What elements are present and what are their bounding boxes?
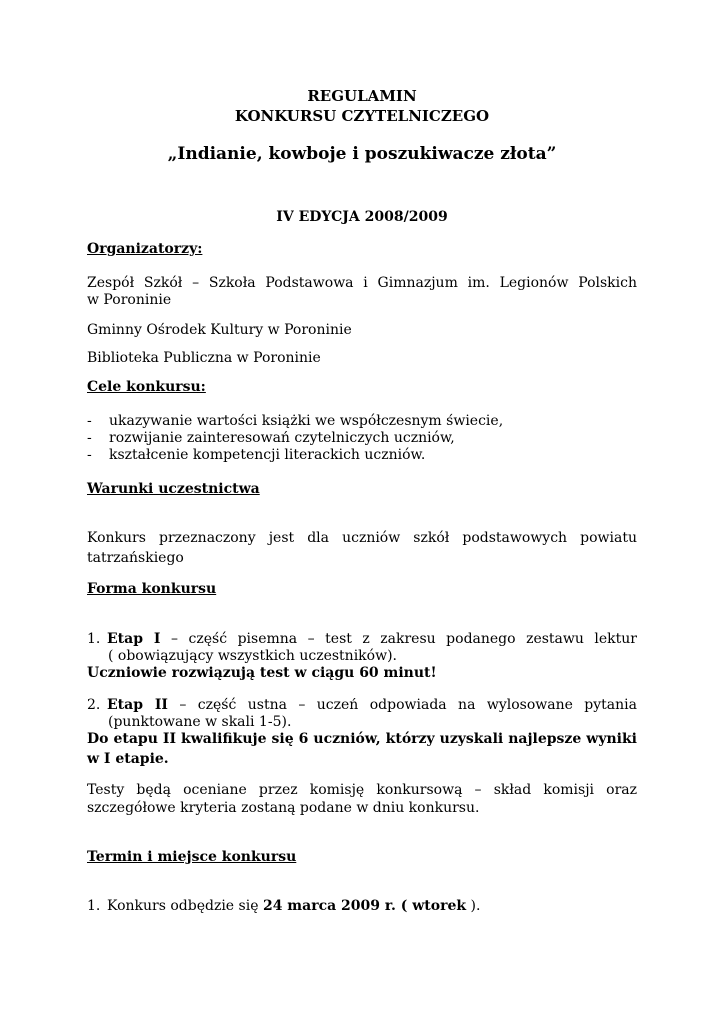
- goal-item: [87, 430, 637, 447]
- goal-item-text: kształcenie kompetencji literackich uczniów.: [109, 447, 426, 463]
- stage-1-note: Uczniowie rozwiązują test w ciągu 60 minut!: [87, 665, 437, 681]
- stage-1-line1: [87, 631, 637, 648]
- stage-1-line2: ( obowiązujący wszystkich uczestników).: [108, 648, 397, 664]
- organizer-1-line1: Zespół Szkół – Szkoła Podstawowa i Gimnazjum im. Legionów Polskich: [87, 275, 637, 291]
- document-title: REGULAMIN: [307, 87, 417, 105]
- goals-heading: Cele konkursu:: [87, 379, 206, 395]
- conditions-text-line2: tatrzańskiego: [87, 550, 184, 566]
- organizer-3: Biblioteka Publiczna w Poroninie: [87, 350, 321, 366]
- stage-2-line1: [87, 697, 637, 714]
- stage-2-note-line1: Do etapu II kwalifikuje się 6 uczniów, którzy uzyskali najlepsze wyniki: [87, 731, 637, 747]
- edition-label: IV EDYCJA 2008/2009: [276, 209, 448, 225]
- bullet: -: [87, 447, 92, 463]
- term-item-prefix: Konkurs odbędzie się: [107, 898, 263, 914]
- list-number: 1.: [87, 898, 101, 914]
- bullet: -: [87, 413, 92, 429]
- tests-line2: szczegółowe kryteria zostaną podane w dniu konkursu.: [87, 800, 480, 816]
- document-title-line2: KONKURSU CZYTELNICZEGO: [234, 107, 490, 125]
- list-number: 1.: [87, 631, 101, 647]
- goal-item: [87, 413, 637, 430]
- goal-item-text: ukazywanie wartości książki we współczesnym świecie,: [109, 413, 504, 429]
- stage-2-text: – część ustna – uczeń odpowiada na wylosowane pytania: [167, 697, 637, 713]
- list-number: 2.: [87, 697, 101, 713]
- goal-item: [87, 447, 637, 464]
- conditions-heading: Warunki uczestnictwa: [87, 481, 260, 497]
- form-heading: Forma konkursu: [87, 581, 217, 597]
- stage-1-text: – część pisemna – test z zakresu podanego zestawu lektur: [160, 631, 638, 647]
- contest-date: 24 marca 2009 r. ( wtorek: [262, 898, 467, 914]
- stage-2-line2: (punktowane w skali 1-5).: [108, 714, 292, 730]
- goal-item-text: rozwijanie zainteresowań czytelniczych uczniów,: [109, 430, 455, 446]
- conditions-text-line1: Konkurs przeznaczony jest dla uczniów szkół podstawowych powiatu: [87, 530, 637, 546]
- stage-1-label: Etap I: [107, 631, 161, 647]
- organizers-heading: Organizatorzy:: [87, 241, 203, 257]
- organizer-2: Gminny Ośrodek Kultury w Poroninie: [87, 322, 352, 338]
- tests-line1: Testy będą oceniane przez komisję konkursową – skład komisji oraz: [87, 782, 637, 798]
- stage-2-note-line2: w I etapie.: [87, 751, 169, 767]
- contest-subtitle: „Indianie, kowboje i poszukiwacze złota”: [167, 144, 557, 164]
- stage-2-label: Etap II: [107, 697, 168, 713]
- organizer-1-line2: w Poroninie: [87, 292, 172, 308]
- term-item-1: [87, 898, 637, 915]
- term-heading: Termin i miejsce konkursu: [87, 849, 297, 865]
- bullet: -: [87, 430, 92, 446]
- term-item-suffix: ).: [466, 898, 481, 914]
